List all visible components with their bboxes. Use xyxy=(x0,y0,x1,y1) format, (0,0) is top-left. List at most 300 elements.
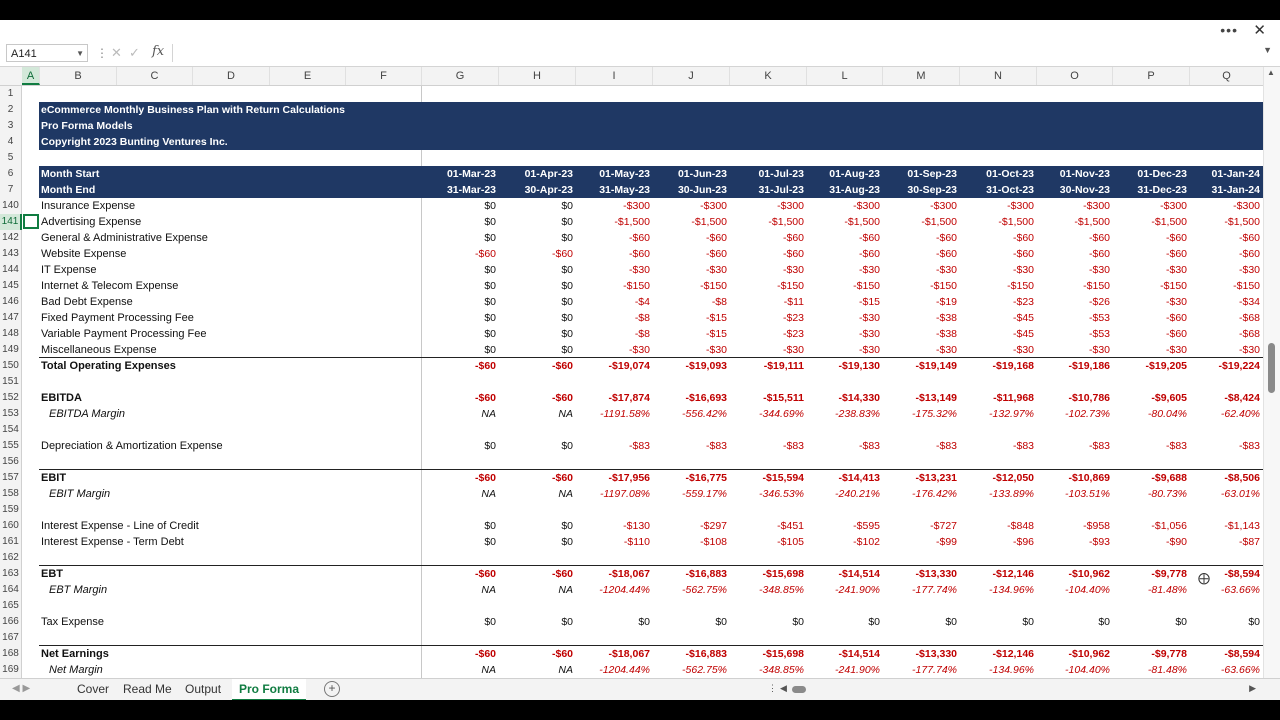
cell-value[interactable]: -$30 xyxy=(858,328,880,340)
cell-value[interactable]: -$15,594 xyxy=(762,472,804,484)
cell-value[interactable]: 01-Mar-23 xyxy=(446,168,496,180)
row-number[interactable]: 168 xyxy=(0,646,22,662)
cell-value[interactable]: -63.01% xyxy=(1220,488,1260,500)
cell-value[interactable]: -$300 xyxy=(700,200,727,212)
add-sheet-icon[interactable]: + xyxy=(324,681,340,697)
cell-value[interactable]: -1191.58% xyxy=(599,408,650,420)
row-number[interactable]: 165 xyxy=(0,598,22,614)
cell-value[interactable]: NA xyxy=(481,584,496,596)
cell-value[interactable]: 30-Jun-23 xyxy=(677,184,727,196)
cell-value[interactable]: $0 xyxy=(484,232,496,244)
cell-value[interactable]: -$595 xyxy=(853,520,880,532)
row-label[interactable]: EBT xyxy=(41,568,63,580)
cell-value[interactable]: -$150 xyxy=(1007,280,1034,292)
cell-value[interactable]: -$23 xyxy=(782,328,804,340)
row-label[interactable]: Bad Debt Expense xyxy=(41,296,133,308)
scroll-right-icon[interactable]: ▶ xyxy=(1249,683,1256,693)
cell-value[interactable]: -$30 xyxy=(705,344,727,356)
worksheet-grid[interactable] xyxy=(0,86,1264,690)
row-number[interactable]: 169 xyxy=(0,662,22,678)
row-label[interactable]: IT Expense xyxy=(41,264,97,276)
row-label[interactable]: Pro Forma Models xyxy=(41,120,133,132)
cell-value[interactable]: -$53 xyxy=(1088,312,1110,324)
cell-value[interactable]: -$30 xyxy=(1088,344,1110,356)
cell-value[interactable]: -$83 xyxy=(1238,440,1260,452)
column-header-a[interactable]: A xyxy=(22,67,40,85)
insert-function-button[interactable]: fx xyxy=(152,44,165,59)
cell-value[interactable]: -103.51% xyxy=(1065,488,1110,500)
cell-value[interactable]: -$60 xyxy=(858,232,880,244)
cell-value[interactable]: -$60 xyxy=(474,248,496,260)
cell-value[interactable]: -$300 xyxy=(1007,200,1034,212)
cell-value[interactable]: -$19,111 xyxy=(763,360,804,372)
cell-value[interactable]: $0 xyxy=(561,616,573,628)
row-label[interactable]: eCommerce Monthly Business Plan with Return Calculations xyxy=(41,104,345,116)
cell-value[interactable]: -$15 xyxy=(705,312,727,324)
row-number[interactable]: 158 xyxy=(0,486,22,502)
cell-value[interactable]: -$9,688 xyxy=(1151,472,1187,484)
cell-value[interactable]: -$12,146 xyxy=(992,648,1034,660)
row-number[interactable]: 152 xyxy=(0,390,22,406)
cell-value[interactable]: $0 xyxy=(484,536,496,548)
cell-value[interactable]: -$96 xyxy=(1012,536,1034,548)
row-label[interactable]: Net Margin xyxy=(49,664,103,676)
row-label[interactable]: EBIT Margin xyxy=(49,488,111,500)
cell-value[interactable]: $0 xyxy=(561,312,573,324)
row-number[interactable]: 144 xyxy=(0,262,22,278)
cell-value[interactable]: -$23 xyxy=(1012,296,1034,308)
cell-value[interactable]: 01-May-23 xyxy=(599,168,650,180)
cell-value[interactable]: -$17,956 xyxy=(608,472,650,484)
cell-value[interactable]: -241.90% xyxy=(835,664,880,676)
cell-value[interactable]: -$60 xyxy=(705,248,727,260)
cell-value[interactable]: -$38 xyxy=(935,328,957,340)
cell-value[interactable]: -$300 xyxy=(1160,200,1187,212)
cell-value[interactable]: -$14,514 xyxy=(838,648,880,660)
cell-value[interactable]: -$60 xyxy=(858,248,880,260)
cell-value[interactable]: $0 xyxy=(484,312,496,324)
cell-value[interactable]: -$16,775 xyxy=(685,472,727,484)
cell-value[interactable]: -$11,968 xyxy=(993,392,1034,404)
chevron-down-icon[interactable]: ▼ xyxy=(76,49,84,58)
cell-value[interactable]: $0 xyxy=(945,616,957,628)
cell-value[interactable]: -$60 xyxy=(474,392,496,404)
row-number[interactable]: 155 xyxy=(0,438,22,454)
cell-value[interactable]: -134.96% xyxy=(989,584,1034,596)
row-number[interactable]: 160 xyxy=(0,518,22,534)
cell-value[interactable]: -$83 xyxy=(1012,440,1034,452)
row-label[interactable]: EBT Margin xyxy=(49,584,108,596)
cell-value[interactable]: $0 xyxy=(561,344,573,356)
cell-value[interactable]: -$60 xyxy=(1165,232,1187,244)
row-label[interactable]: Month End xyxy=(41,184,96,196)
cell-value[interactable]: 31-Mar-23 xyxy=(446,184,496,196)
cell-value[interactable]: -132.97% xyxy=(989,408,1034,420)
cell-value[interactable]: -562.75% xyxy=(682,664,727,676)
cell-value[interactable]: -348.85% xyxy=(759,664,804,676)
cell-value[interactable]: -102.73% xyxy=(1065,408,1110,420)
cell-value[interactable]: -1204.44% xyxy=(599,584,650,596)
cell-value[interactable]: 30-Nov-23 xyxy=(1059,184,1110,196)
cell-value[interactable]: -$15,698 xyxy=(762,568,804,580)
cell-value[interactable]: -$848 xyxy=(1007,520,1034,532)
cell-value[interactable]: $0 xyxy=(561,328,573,340)
cell-value[interactable]: -$60 xyxy=(1238,248,1260,260)
cell-value[interactable]: -$300 xyxy=(777,200,804,212)
sheet-tab-read-me[interactable]: Read Me xyxy=(123,682,172,696)
cell-value[interactable]: $0 xyxy=(561,280,573,292)
row-number[interactable]: 157 xyxy=(0,470,22,486)
cell-value[interactable]: -$8 xyxy=(634,328,650,340)
cell-value[interactable]: -$60 xyxy=(935,248,957,260)
cell-value[interactable]: -$10,962 xyxy=(1068,568,1110,580)
cell-value[interactable]: -176.42% xyxy=(912,488,957,500)
cell-value[interactable]: NA xyxy=(558,664,573,676)
cell-value[interactable]: 01-Oct-23 xyxy=(986,168,1034,180)
cell-value[interactable]: -$19,149 xyxy=(915,360,957,372)
cell-value[interactable]: -63.66% xyxy=(1220,584,1260,596)
row-number[interactable]: 156 xyxy=(0,454,22,470)
cell-value[interactable]: -346.53% xyxy=(759,488,804,500)
cell-value[interactable]: -$60 xyxy=(551,568,573,580)
row-number[interactable]: 142 xyxy=(0,230,22,246)
cell-value[interactable]: $0 xyxy=(484,344,496,356)
cell-value[interactable]: -$150 xyxy=(623,280,650,292)
cell-value[interactable]: -104.40% xyxy=(1065,664,1110,676)
cell-value[interactable]: -$60 xyxy=(782,232,804,244)
name-box[interactable] xyxy=(6,44,88,62)
cancel-entry-icon[interactable]: ✕ xyxy=(111,45,122,60)
cell-value[interactable]: -$12,050 xyxy=(992,472,1034,484)
cell-value[interactable]: -$13,330 xyxy=(915,648,957,660)
row-label[interactable]: Interest Expense - Term Debt xyxy=(41,536,184,548)
cell-value[interactable]: -$60 xyxy=(474,360,496,372)
cell-value[interactable]: $0 xyxy=(561,200,573,212)
cell-value[interactable]: -$10,786 xyxy=(1068,392,1110,404)
cell-value[interactable]: -$1,143 xyxy=(1224,520,1260,532)
cell-value[interactable]: -$150 xyxy=(777,280,804,292)
cell-value[interactable]: $0 xyxy=(561,264,573,276)
cell-value[interactable]: -$60 xyxy=(1088,232,1110,244)
cell-value[interactable]: -177.74% xyxy=(912,664,957,676)
row-label[interactable]: General & Administrative Expense xyxy=(41,232,208,244)
cell-value[interactable]: -348.85% xyxy=(759,584,804,596)
column-header-e[interactable]: E xyxy=(270,67,346,85)
row-number[interactable]: 161 xyxy=(0,534,22,550)
sheet-options-icon[interactable]: ⋮ xyxy=(768,683,777,693)
cell-value[interactable]: -559.17% xyxy=(682,488,727,500)
row-number[interactable]: 151 xyxy=(0,374,22,390)
cell-value[interactable]: -$1,500 xyxy=(921,216,957,228)
vertical-scroll-thumb[interactable] xyxy=(1268,343,1275,393)
cell-value[interactable]: -$4 xyxy=(634,296,650,308)
cell-value[interactable]: -$60 xyxy=(935,232,957,244)
row-label[interactable]: Interest Expense - Line of Credit xyxy=(41,520,199,532)
cell-value[interactable]: -$30 xyxy=(935,344,957,356)
cell-value[interactable]: -63.66% xyxy=(1220,664,1260,676)
cell-value[interactable]: -$108 xyxy=(700,536,727,548)
row-number[interactable]: 166 xyxy=(0,614,22,630)
cell-value[interactable]: -$958 xyxy=(1083,520,1110,532)
cell-value[interactable]: -$60 xyxy=(551,360,573,372)
row-label[interactable]: Variable Payment Processing Fee xyxy=(41,328,207,340)
cell-value[interactable]: -$11 xyxy=(783,296,804,308)
cell-value[interactable]: -$18,067 xyxy=(608,648,650,660)
cell-value[interactable]: -$60 xyxy=(1165,312,1187,324)
cell-value[interactable]: -$1,500 xyxy=(614,216,650,228)
cell-value[interactable]: $0 xyxy=(561,440,573,452)
row-label[interactable]: Tax Expense xyxy=(41,616,104,628)
cell-value[interactable]: -81.48% xyxy=(1147,584,1187,596)
cell-value[interactable]: -$19,224 xyxy=(1218,360,1260,372)
cell-value[interactable]: -$60 xyxy=(705,232,727,244)
cell-value[interactable]: -$15 xyxy=(705,328,727,340)
cell-value[interactable]: 31-May-23 xyxy=(599,184,650,196)
cell-value[interactable]: -$45 xyxy=(1012,312,1034,324)
column-header-k[interactable]: K xyxy=(730,67,807,85)
cell-value[interactable]: -$300 xyxy=(623,200,650,212)
cell-value[interactable]: -$19,205 xyxy=(1145,360,1187,372)
column-header-l[interactable]: L xyxy=(807,67,883,85)
column-header-p[interactable]: P xyxy=(1113,67,1190,85)
cell-value[interactable]: -1197.08% xyxy=(599,488,650,500)
cell-value[interactable]: 01-Aug-23 xyxy=(829,168,880,180)
cell-value[interactable]: $0 xyxy=(561,216,573,228)
cell-value[interactable]: -$16,883 xyxy=(685,568,727,580)
cell-value[interactable]: -$8,594 xyxy=(1224,648,1260,660)
more-options-icon[interactable]: ••• xyxy=(1220,22,1238,38)
cell-value[interactable]: $0 xyxy=(484,520,496,532)
sheet-tab-output[interactable]: Output xyxy=(185,682,222,696)
cell-value[interactable]: -$90 xyxy=(1165,536,1187,548)
cell-value[interactable]: -$1,500 xyxy=(998,216,1034,228)
close-icon[interactable]: ✕ xyxy=(1253,22,1266,39)
cell-value[interactable]: -$19,093 xyxy=(685,360,727,372)
cell-value[interactable]: -$30 xyxy=(858,264,880,276)
cell-value[interactable]: $0 xyxy=(484,616,496,628)
cell-value[interactable]: -$26 xyxy=(1088,296,1110,308)
row-number[interactable]: 149 xyxy=(0,342,22,358)
cell-value[interactable]: -$150 xyxy=(700,280,727,292)
horizontal-scrollbar[interactable] xyxy=(768,683,1256,695)
cell-value[interactable]: $0 xyxy=(484,328,496,340)
cell-value[interactable]: -$14,330 xyxy=(838,392,880,404)
cell-value[interactable]: -$30 xyxy=(1165,264,1187,276)
column-header-d[interactable]: D xyxy=(193,67,270,85)
row-label[interactable]: Fixed Payment Processing Fee xyxy=(41,312,194,324)
cell-value[interactable]: -$1,500 xyxy=(1224,216,1260,228)
cell-value[interactable]: -$15,698 xyxy=(762,648,804,660)
formula-input[interactable] xyxy=(172,44,1263,62)
row-number[interactable]: 154 xyxy=(0,422,22,438)
row-label[interactable]: Insurance Expense xyxy=(41,200,136,212)
cell-value[interactable]: -$451 xyxy=(777,520,804,532)
horizontal-scroll-thumb[interactable] xyxy=(792,686,806,693)
cell-value[interactable]: $0 xyxy=(484,264,496,276)
cell-value[interactable]: 01-Jun-23 xyxy=(677,168,727,180)
row-label[interactable]: Advertising Expense xyxy=(41,216,142,228)
column-header-j[interactable]: J xyxy=(653,67,730,85)
cell-value[interactable]: $0 xyxy=(561,536,573,548)
cell-value[interactable]: $0 xyxy=(1248,616,1260,628)
cell-value[interactable]: -$8,506 xyxy=(1224,472,1260,484)
cell-value[interactable]: -$727 xyxy=(930,520,957,532)
row-number[interactable]: 163 xyxy=(0,566,22,582)
row-number[interactable]: 6 xyxy=(0,166,22,182)
cell-value[interactable]: 01-Jul-23 xyxy=(758,168,804,180)
cell-value[interactable]: -556.42% xyxy=(682,408,727,420)
row-label[interactable]: EBITDA Margin xyxy=(49,408,126,420)
cell-value[interactable]: -$60 xyxy=(1012,248,1034,260)
row-number[interactable]: 150 xyxy=(0,358,22,374)
row-label[interactable]: Total Operating Expenses xyxy=(41,360,176,372)
cell-value[interactable]: -$17,874 xyxy=(608,392,650,404)
cell-value[interactable]: $0 xyxy=(484,440,496,452)
cell-value[interactable]: -$105 xyxy=(777,536,804,548)
cell-value[interactable]: -$60 xyxy=(628,248,650,260)
row-number[interactable]: 7 xyxy=(0,182,22,198)
cell-value[interactable]: 01-Sep-23 xyxy=(907,168,957,180)
cell-value[interactable]: -$19,168 xyxy=(992,360,1034,372)
row-number[interactable]: 167 xyxy=(0,630,22,646)
cell-value[interactable]: -$30 xyxy=(1238,344,1260,356)
cell-value[interactable]: $0 xyxy=(561,520,573,532)
cell-value[interactable]: -$1,500 xyxy=(844,216,880,228)
cell-value[interactable]: -241.90% xyxy=(835,584,880,596)
cell-value[interactable]: -$19,130 xyxy=(838,360,880,372)
cell-value[interactable]: -$68 xyxy=(1238,312,1260,324)
cell-value[interactable]: -344.69% xyxy=(759,408,804,420)
cell-value[interactable]: -$15 xyxy=(858,296,880,308)
cell-value[interactable]: -$12,146 xyxy=(992,568,1034,580)
row-number[interactable]: 1 xyxy=(0,86,22,102)
cell-value[interactable]: $0 xyxy=(484,280,496,292)
cell-value[interactable]: -175.32% xyxy=(912,408,957,420)
cell-value[interactable]: $0 xyxy=(484,296,496,308)
cell-value[interactable]: -$30 xyxy=(1238,264,1260,276)
cell-value[interactable]: 30-Sep-23 xyxy=(907,184,957,196)
row-number[interactable]: 143 xyxy=(0,246,22,262)
column-header-g[interactable]: G xyxy=(422,67,499,85)
cell-value[interactable]: -$60 xyxy=(628,232,650,244)
cell-value[interactable]: -$99 xyxy=(935,536,957,548)
cell-value[interactable]: $0 xyxy=(1175,616,1187,628)
row-label[interactable]: Net Earnings xyxy=(41,648,109,660)
column-header-f[interactable]: F xyxy=(346,67,422,85)
row-label[interactable]: Miscellaneous Expense xyxy=(41,344,157,356)
sheet-tab-cover[interactable]: Cover xyxy=(77,682,110,696)
cell-value[interactable]: -562.75% xyxy=(682,584,727,596)
cell-value[interactable]: -133.89% xyxy=(989,488,1034,500)
cell-value[interactable]: $0 xyxy=(792,616,804,628)
cell-value[interactable]: -240.21% xyxy=(835,488,880,500)
cell-value[interactable]: -$30 xyxy=(628,344,650,356)
cell-value[interactable]: -$30 xyxy=(628,264,650,276)
row-number[interactable]: 162 xyxy=(0,550,22,566)
cell-value[interactable]: -80.04% xyxy=(1147,408,1187,420)
column-header-i[interactable]: I xyxy=(576,67,653,85)
row-number[interactable]: 5 xyxy=(0,150,22,166)
cell-value[interactable]: -104.40% xyxy=(1065,584,1110,596)
cell-value[interactable]: -$83 xyxy=(782,440,804,452)
cell-value[interactable]: $0 xyxy=(484,200,496,212)
cell-value[interactable]: -$1,500 xyxy=(691,216,727,228)
cell-value[interactable]: -$60 xyxy=(1165,248,1187,260)
cell-value[interactable]: -$83 xyxy=(935,440,957,452)
row-label[interactable]: Copyright 2023 Bunting Ventures Inc. xyxy=(41,136,228,148)
cell-value[interactable]: -$60 xyxy=(1238,232,1260,244)
cell-value[interactable]: -$150 xyxy=(1160,280,1187,292)
row-label[interactable]: EBITDA xyxy=(41,392,82,404)
cell-value[interactable]: -$30 xyxy=(1165,296,1187,308)
cell-value[interactable]: -$30 xyxy=(1012,264,1034,276)
row-number[interactable]: 164 xyxy=(0,582,22,598)
select-all-corner[interactable] xyxy=(0,67,23,85)
cell-value[interactable]: -$60 xyxy=(1012,232,1034,244)
cell-value[interactable]: -$93 xyxy=(1088,536,1110,548)
cell-value[interactable]: -$60 xyxy=(474,568,496,580)
cell-value[interactable]: -$9,605 xyxy=(1151,392,1187,404)
cell-value[interactable]: -$19,074 xyxy=(608,360,650,372)
cell-value[interactable]: -62.40% xyxy=(1220,408,1260,420)
cell-value[interactable]: 01-Apr-23 xyxy=(524,168,573,180)
column-header-c[interactable]: C xyxy=(117,67,193,85)
sheet-nav-icon[interactable]: ◀ ▶ xyxy=(12,683,31,694)
scroll-left-icon[interactable]: ◀ xyxy=(780,683,787,693)
cell-value[interactable]: -$68 xyxy=(1238,328,1260,340)
cell-value[interactable]: -$83 xyxy=(1165,440,1187,452)
cell-value[interactable]: -$23 xyxy=(782,312,804,324)
cell-value[interactable]: -$60 xyxy=(551,472,573,484)
row-number[interactable]: 145 xyxy=(0,278,22,294)
cell-value[interactable]: -$9,778 xyxy=(1151,568,1187,580)
cell-value[interactable]: -$83 xyxy=(858,440,880,452)
column-header-q[interactable]: Q xyxy=(1190,67,1264,85)
cell-value[interactable]: 31-Jul-23 xyxy=(758,184,804,196)
cell-value[interactable]: -$30 xyxy=(1088,264,1110,276)
cell-value[interactable]: -$53 xyxy=(1088,328,1110,340)
cell-value[interactable]: -$60 xyxy=(474,648,496,660)
cell-value[interactable]: -$8,424 xyxy=(1224,392,1260,404)
cell-value[interactable]: -238.83% xyxy=(835,408,880,420)
scroll-up-icon[interactable]: ▲ xyxy=(1267,68,1275,77)
cell-value[interactable]: -$83 xyxy=(1088,440,1110,452)
cell-value[interactable]: $0 xyxy=(484,216,496,228)
cell-value[interactable]: -$30 xyxy=(935,264,957,276)
cell-value[interactable]: -$30 xyxy=(782,344,804,356)
column-header-h[interactable]: H xyxy=(499,67,576,85)
cell-value[interactable]: -$60 xyxy=(551,392,573,404)
cell-value[interactable]: NA xyxy=(481,488,496,500)
cell-value[interactable]: NA xyxy=(481,664,496,676)
cell-value[interactable]: -134.96% xyxy=(989,664,1034,676)
cell-value[interactable]: -$102 xyxy=(853,536,880,548)
cell-value[interactable]: -$300 xyxy=(1083,200,1110,212)
cell-value[interactable]: -$150 xyxy=(1083,280,1110,292)
cell-value[interactable]: 31-Jan-24 xyxy=(1211,184,1260,196)
cell-value[interactable]: -$60 xyxy=(474,472,496,484)
cell-value[interactable]: NA xyxy=(558,488,573,500)
row-number[interactable]: 147 xyxy=(0,310,22,326)
row-label[interactable]: Month Start xyxy=(41,168,100,180)
expand-formula-bar-icon[interactable]: ▼ xyxy=(1263,45,1272,55)
cell-value[interactable]: $0 xyxy=(561,232,573,244)
cell-value[interactable]: -$16,693 xyxy=(685,392,727,404)
cell-value[interactable]: -$8 xyxy=(634,312,650,324)
cell-value[interactable]: 01-Nov-23 xyxy=(1059,168,1110,180)
cell-value[interactable]: -177.74% xyxy=(912,584,957,596)
column-header-b[interactable]: B xyxy=(40,67,117,85)
